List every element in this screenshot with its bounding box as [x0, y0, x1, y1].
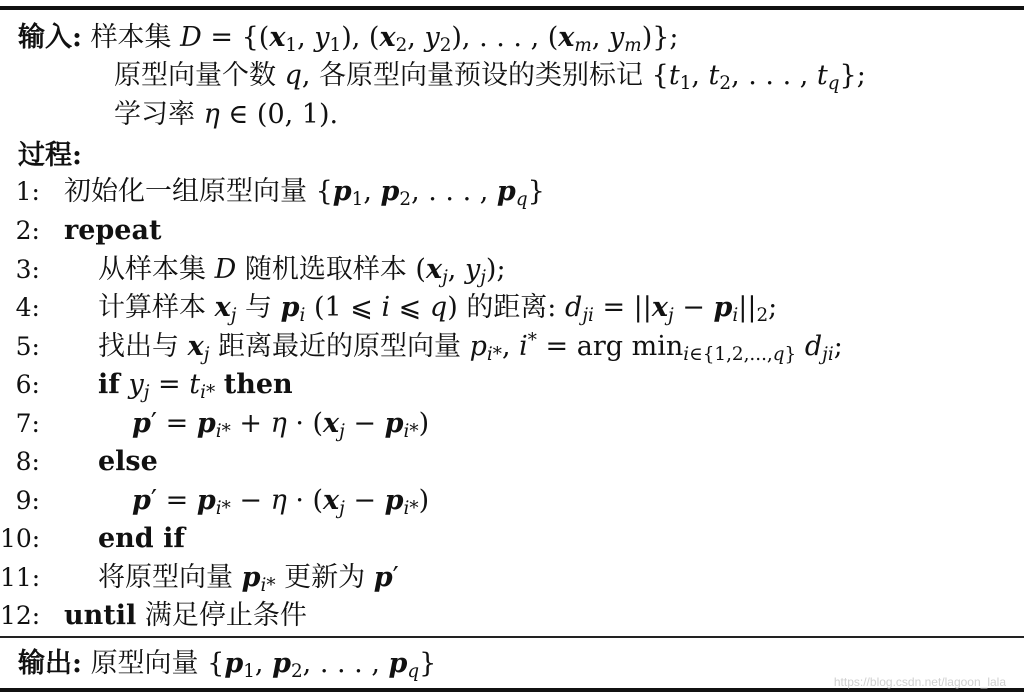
top-rule [0, 6, 1024, 10]
step-12 [64, 600, 307, 632]
step-8-else: else [98, 446, 158, 477]
input-line-1: 输入: 样本集 $D = \{(x_1$, $y_1$), ($x_2$, $y_2$), . . . , ($x_m$, $y_m$)}; [18, 22, 679, 57]
step-number-10: 10: [0, 524, 41, 553]
step-6-if: if [98, 369, 120, 400]
step-3-text-b: 随机选取样本 [244, 254, 407, 285]
step-number-7: 7: [15, 409, 40, 438]
step-6-then: then [223, 369, 293, 400]
input-learning-rate-text: 学习率 [114, 99, 195, 130]
step-6: if $y_j = t_{i*}$ then [98, 369, 293, 404]
step-11-text-b: 更新为 [284, 562, 366, 593]
step-number-5: 5: [15, 332, 40, 361]
step-10-end-if: end if [98, 523, 185, 554]
step-12-text: 满足停止条件 [144, 600, 307, 631]
step-3: 从样本集 D 随机选取样本 ($x_j$, $y_j$); [98, 254, 506, 289]
step-2-repeat: repeat [64, 215, 162, 246]
step-4-text-c: 的距离: [466, 292, 557, 323]
step-number-9: 9: [15, 486, 40, 515]
step-11-text-a: 将原型向量 [98, 562, 233, 593]
step-number-2: 2: [15, 216, 40, 245]
input-prototype-count-text: 原型向量个数 [114, 60, 276, 91]
step-5-text-a: 找出与 [98, 331, 179, 362]
output-divider [0, 636, 1024, 638]
step-4-text-b: 与 [245, 292, 272, 323]
step-11: 将原型向量 $p_{i*}$ 更新为 p′ [98, 562, 399, 597]
step-3-text-a: 从样本集 [98, 254, 206, 285]
step-number-3: 3: [15, 255, 40, 284]
step-4-text-a: 计算样本 [98, 292, 206, 323]
input-line-3: 学习率 η ∈ (0, 1). [114, 99, 339, 130]
step-number-11: 11: [0, 563, 41, 592]
step-4: 计算样本 $x_j$ 与 $p_i$ (1 ⩽ i ⩽ q) 的距离: $d_{ji} = ||x_j - p_i||_2$; [98, 292, 778, 327]
step-number-8: 8: [15, 447, 40, 476]
step-5-text-b: 距离最近的原型向量 [218, 331, 461, 362]
step-12-until: until [64, 600, 137, 631]
input-label: 输入: [18, 22, 82, 53]
step-number-1: 1: [15, 177, 40, 206]
input-sample-set-text: 样本集 [90, 22, 172, 53]
step-5: 找出与 $x_j$ 距离最近的原型向量 $p_{i*}$, i* = arg $\min_{i\in\{1,2,...,q\}} d_{ji}$; [98, 329, 843, 366]
output-text: 原型向量 [90, 648, 199, 679]
output-label: 输出: [18, 648, 82, 679]
watermark: https://blog.csdn.net/lagoon_lala [833, 675, 1006, 689]
input-class-labels-text: , 各原型向量预设的类别标记 [301, 60, 644, 91]
step-number-4: 4: [15, 293, 40, 322]
step-number-12: 12: [0, 601, 41, 630]
process-label: 过程: [18, 140, 82, 171]
step-number-6: 6: [15, 370, 40, 399]
step-9: $p' = p_{i*} - \eta \cdot (x_j - p_{i*})$ [132, 485, 430, 520]
step-1: 初始化一组原型向量 {$p_1$, $p_2$, . . . , $p_q$} [64, 176, 545, 211]
step-7: $p' = p_{i*} + \eta \cdot (x_j - p_{i*})$ [132, 408, 430, 443]
input-line-2: 原型向量个数 q, 各原型向量预设的类别标记 {$t_1$, $t_2$, . . . , $t_q$}; [114, 60, 866, 95]
step-1-text: 初始化一组原型向量 [64, 176, 307, 207]
output-line: 输出: 原型向量 {$p_1$, $p_2$, . . . , $p_q$} [18, 648, 437, 683]
